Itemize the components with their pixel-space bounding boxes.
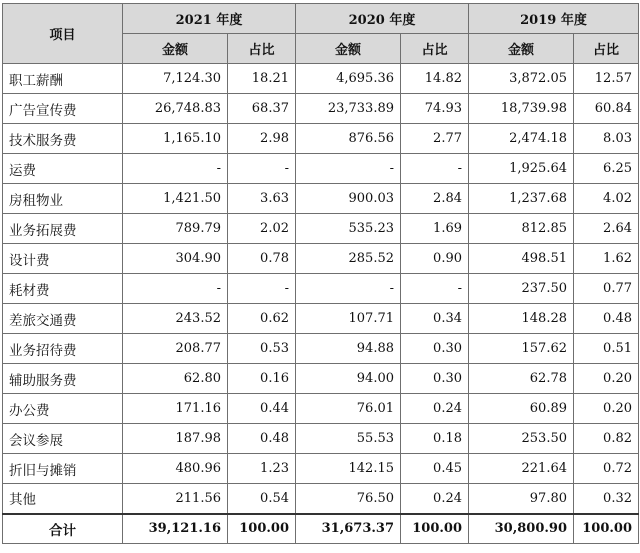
row-label: 运费 [3, 154, 123, 184]
row-label: 办公费 [3, 394, 123, 424]
cell-ratio-2021: 2.98 [228, 124, 296, 154]
cell-ratio-2019: 0.48 [574, 304, 639, 334]
table-row [3, 154, 639, 184]
cell-ratio-2021: - [228, 274, 296, 304]
ratio-header: 占比 [574, 34, 639, 64]
cell-ratio-2019: 60.84 [574, 94, 639, 124]
cell-amount-2019: 253.50 [469, 424, 574, 454]
cell-ratio-2020: 0.45 [401, 454, 469, 484]
cell-amount-2020: 55.53 [296, 424, 401, 454]
year-header-2020: 2020 年度 [296, 4, 469, 34]
cell-ratio-2021: 0.62 [228, 304, 296, 334]
table-row [3, 424, 639, 454]
cell-amount-2019: 60.89 [469, 394, 574, 424]
table-body [3, 64, 639, 544]
cell-ratio-2020: 0.30 [401, 334, 469, 364]
cell-amount-2019: 62.78 [469, 364, 574, 394]
cell-ratio-2020: 0.18 [401, 424, 469, 454]
row-label: 房租物业 [3, 184, 123, 214]
row-label: 业务招待费 [3, 334, 123, 364]
cell-amount-2019: 498.51 [469, 244, 574, 274]
total-label: 合计 [3, 514, 123, 544]
cell-ratio-2019: 2.64 [574, 214, 639, 244]
cell-amount-2019: 237.50 [469, 274, 574, 304]
cell-ratio-2021: 0.16 [228, 364, 296, 394]
cell-amount-2019: 2,474.18 [469, 124, 574, 154]
cell-ratio-2020: 0.24 [401, 484, 469, 514]
cell-ratio-2019: 0.32 [574, 484, 639, 514]
cell-amount-2021: 208.77 [123, 334, 228, 364]
row-label: 业务拓展费 [3, 214, 123, 244]
cell-ratio-2019: 8.03 [574, 124, 639, 154]
cell-amount-2019: 1,925.64 [469, 154, 574, 184]
cell-amount-2020: 76.01 [296, 394, 401, 424]
ratio-header: 占比 [228, 34, 296, 64]
cell-amount-2021: 187.98 [123, 424, 228, 454]
table-row [3, 94, 639, 124]
table-row [3, 274, 639, 304]
cell-ratio-2020: 0.24 [401, 394, 469, 424]
cell-amount-2021: 789.79 [123, 214, 228, 244]
table-row [3, 394, 639, 424]
year-header-2019: 2019 年度 [469, 4, 639, 34]
amount-header: 金额 [469, 34, 574, 64]
ratio-header: 占比 [401, 34, 469, 64]
header-row-years [3, 4, 639, 34]
cell-amount-2021: 7,124.30 [123, 64, 228, 94]
cell-amount-2020: 285.52 [296, 244, 401, 274]
total-ratio-2021: 100.00 [228, 514, 296, 544]
cell-amount-2020: 107.71 [296, 304, 401, 334]
row-label: 差旅交通费 [3, 304, 123, 334]
cell-amount-2020: 23,733.89 [296, 94, 401, 124]
cell-ratio-2021: 2.02 [228, 214, 296, 244]
cell-ratio-2021: - [228, 154, 296, 184]
cell-ratio-2019: 4.02 [574, 184, 639, 214]
cell-ratio-2021: 18.21 [228, 64, 296, 94]
table-row [3, 184, 639, 214]
table-row [3, 124, 639, 154]
cell-amount-2020: 142.15 [296, 454, 401, 484]
row-label: 技术服务费 [3, 124, 123, 154]
cell-ratio-2021: 3.63 [228, 184, 296, 214]
total-row [3, 514, 639, 544]
cell-amount-2021: 480.96 [123, 454, 228, 484]
row-label: 会议参展 [3, 424, 123, 454]
cell-ratio-2019: 6.25 [574, 154, 639, 184]
cell-ratio-2020: 0.34 [401, 304, 469, 334]
cell-amount-2021: 62.80 [123, 364, 228, 394]
table-row [3, 484, 639, 514]
row-label: 广告宣传费 [3, 94, 123, 124]
total-ratio-2020: 100.00 [401, 514, 469, 544]
row-label: 设计费 [3, 244, 123, 274]
cell-ratio-2020: 0.30 [401, 364, 469, 394]
row-label: 其他 [3, 484, 123, 514]
table-row [3, 64, 639, 94]
table-row [3, 454, 639, 484]
table-row [3, 334, 639, 364]
row-label: 辅助服务费 [3, 364, 123, 394]
cell-amount-2020: 535.23 [296, 214, 401, 244]
cell-ratio-2021: 0.54 [228, 484, 296, 514]
cell-ratio-2020: 1.69 [401, 214, 469, 244]
cell-ratio-2019: 0.51 [574, 334, 639, 364]
cell-amount-2020: 876.56 [296, 124, 401, 154]
cell-ratio-2021: 68.37 [228, 94, 296, 124]
cell-amount-2020: - [296, 274, 401, 304]
cell-amount-2020: 900.03 [296, 184, 401, 214]
table-row [3, 304, 639, 334]
cell-amount-2020: 94.88 [296, 334, 401, 364]
cell-amount-2021: - [123, 154, 228, 184]
table-row [3, 214, 639, 244]
cell-ratio-2019: 0.20 [574, 394, 639, 424]
cell-amount-2019: 18,739.98 [469, 94, 574, 124]
item-header: 项目 [3, 4, 123, 64]
cell-amount-2020: - [296, 154, 401, 184]
cell-amount-2021: - [123, 274, 228, 304]
cell-amount-2019: 157.62 [469, 334, 574, 364]
total-amount-2021: 39,121.16 [123, 514, 228, 544]
amount-header: 金额 [123, 34, 228, 64]
row-label: 折旧与摊销 [3, 454, 123, 484]
cell-amount-2021: 1,165.10 [123, 124, 228, 154]
cell-amount-2020: 76.50 [296, 484, 401, 514]
cell-ratio-2021: 0.48 [228, 424, 296, 454]
cell-amount-2021: 26,748.83 [123, 94, 228, 124]
cell-ratio-2019: 0.82 [574, 424, 639, 454]
cell-ratio-2020: 0.90 [401, 244, 469, 274]
total-ratio-2019: 100.00 [574, 514, 639, 544]
cell-ratio-2021: 1.23 [228, 454, 296, 484]
cell-ratio-2020: 2.77 [401, 124, 469, 154]
cell-amount-2019: 3,872.05 [469, 64, 574, 94]
amount-header: 金额 [296, 34, 401, 64]
cell-amount-2021: 304.90 [123, 244, 228, 274]
cell-amount-2019: 221.64 [469, 454, 574, 484]
cell-amount-2021: 171.16 [123, 394, 228, 424]
cell-amount-2021: 243.52 [123, 304, 228, 334]
cell-ratio-2019: 0.77 [574, 274, 639, 304]
table-row [3, 364, 639, 394]
cell-ratio-2019: 0.20 [574, 364, 639, 394]
year-header-2021: 2021 年度 [123, 4, 296, 34]
cell-amount-2021: 1,421.50 [123, 184, 228, 214]
cell-ratio-2019: 0.72 [574, 454, 639, 484]
total-amount-2019: 30,800.90 [469, 514, 574, 544]
cell-ratio-2020: 14.82 [401, 64, 469, 94]
table-row [3, 244, 639, 274]
cell-ratio-2021: 0.53 [228, 334, 296, 364]
cell-ratio-2020: - [401, 154, 469, 184]
cell-ratio-2020: - [401, 274, 469, 304]
cell-amount-2021: 211.56 [123, 484, 228, 514]
cell-ratio-2020: 2.84 [401, 184, 469, 214]
cell-amount-2019: 812.85 [469, 214, 574, 244]
cell-ratio-2021: 0.78 [228, 244, 296, 274]
total-amount-2020: 31,673.37 [296, 514, 401, 544]
cell-amount-2019: 1,237.68 [469, 184, 574, 214]
row-label: 耗材费 [3, 274, 123, 304]
cell-amount-2020: 4,695.36 [296, 64, 401, 94]
cell-ratio-2021: 0.44 [228, 394, 296, 424]
cell-ratio-2020: 74.93 [401, 94, 469, 124]
cell-amount-2019: 148.28 [469, 304, 574, 334]
row-label: 职工薪酬 [3, 64, 123, 94]
expense-table [2, 3, 639, 544]
cell-amount-2019: 97.80 [469, 484, 574, 514]
cell-ratio-2019: 12.57 [574, 64, 639, 94]
cell-ratio-2019: 1.62 [574, 244, 639, 274]
cell-amount-2020: 94.00 [296, 364, 401, 394]
